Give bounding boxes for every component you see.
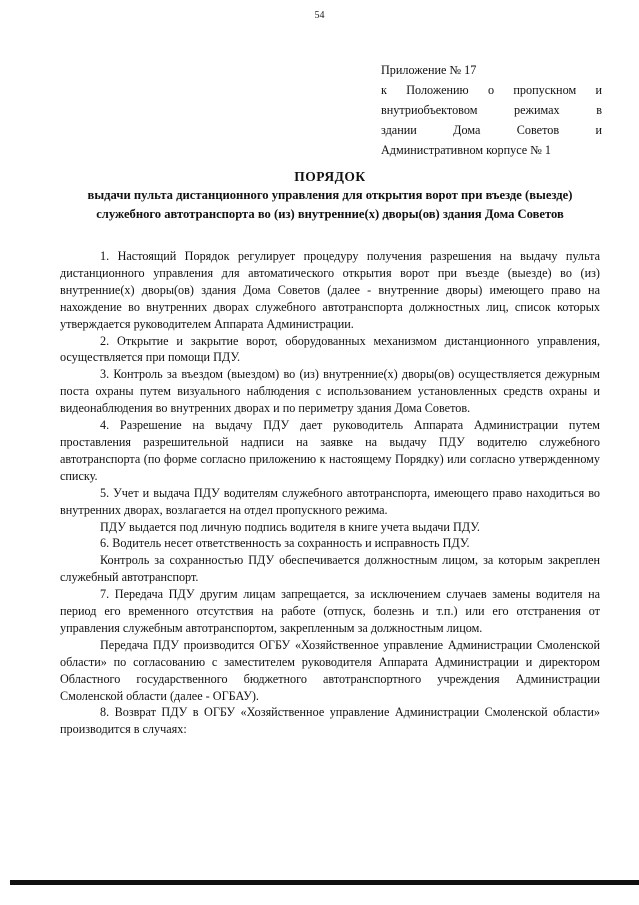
paragraph-7-note: Передача ПДУ производится ОГБУ «Хозяйственное управление Администрации Смоленской области» по согласованию с заместителем руководителя Аппарата Администрации и директором Областного государственного бюджетного автотранспортного учреждения Администрации Смоленской области (далее - ОГБАУ). [60, 637, 600, 703]
appendix-reference [381, 60, 602, 160]
paragraph-4: 4. Разрешение на выдачу ПДУ дает руководитель Аппарата Администрации путем проставления разрешительной надписи на заявке на выдачу ПДУ водителю служебного автотранспорта (по форме согласно приложению к настоящему Порядку) или согласно утвержденному списку. [60, 418, 600, 483]
appendix-line: Административном корпусе № 1 [381, 143, 551, 157]
paragraph-1: 1. Настоящий Порядок регулирует процедуру получения разрешения на выдачу пульта дистанционного управления для автоматического открытия ворот при въезде (выезде) во (из) внутренние(х) дворы(ов) здания Дома Советов (далее - внутренние дворы) имеющего право на нахождение во внутренних дворах служебного автотранспорта должностных лиц, список которых утверждается руководителем Аппарата Администрации. [60, 249, 600, 331]
appendix-line: внутриобъектовом режимах в [381, 103, 602, 117]
paragraph-5-note: ПДУ выдается под личную подпись водителя в книге учета выдачи ПДУ. [100, 519, 480, 534]
document-body [60, 248, 600, 738]
appendix-line: к Положению о пропускном и [381, 83, 602, 97]
appendix-line: здании Дома Советов и [381, 123, 602, 137]
paragraph-3: 3. Контроль за въездом (выездом) во (из) внутренние(х) дворы(ов) осуществляется дежурным поста охраны путем визуального наблюдения с использованием установленных средств охраны и видеонаблюдения во внутренних дворах и по периметру здания Дома Советов. [60, 367, 600, 416]
footer-rule [10, 880, 639, 885]
page-number: 54 [314, 10, 325, 21]
paragraph-6: 6. Водитель несет ответственность за сохранность и исправность ПДУ. [100, 536, 470, 551]
paragraph-8: 8. Возврат ПДУ в ОГБУ «Хозяйственное управление Администрации Смоленской области» производится в случаях: [60, 705, 600, 737]
paragraph-5: 5. Учет и выдача ПДУ водителям служебного автотранспорта, имеющего право находиться во внутренних дворах, возлагается на отдел пропускного режима. [60, 485, 600, 517]
title-subtitle: выдачи пульта дистанционного управления для открытия ворот при въезде (выезде) служебного автотранспорта во (из) внутренние(х) дворы(ов) здания Дома Советов [87, 188, 573, 221]
document-title [60, 168, 600, 224]
paragraph-7: 7. Передача ПДУ другим лицам запрещается, за исключением случаев замены водителя на период его временного отсутствия на работе (отпуск, болезнь и т.п.) или его отстранения от управления служебным автотранспортом, закрепленным за должностным лицом. [60, 587, 600, 635]
paragraph-6-note: Контроль за сохранностью ПДУ обеспечивается должностным лицом, за которым закреплен служебный автотранспорт. [60, 553, 600, 585]
paragraph-2: 2. Открытие и закрытие ворот, оборудованных механизмом дистанционного управления, осуществляется при помощи ПДУ. [60, 333, 600, 365]
title-main: ПОРЯДОК [294, 169, 366, 184]
appendix-line: Приложение № 17 [381, 63, 477, 77]
